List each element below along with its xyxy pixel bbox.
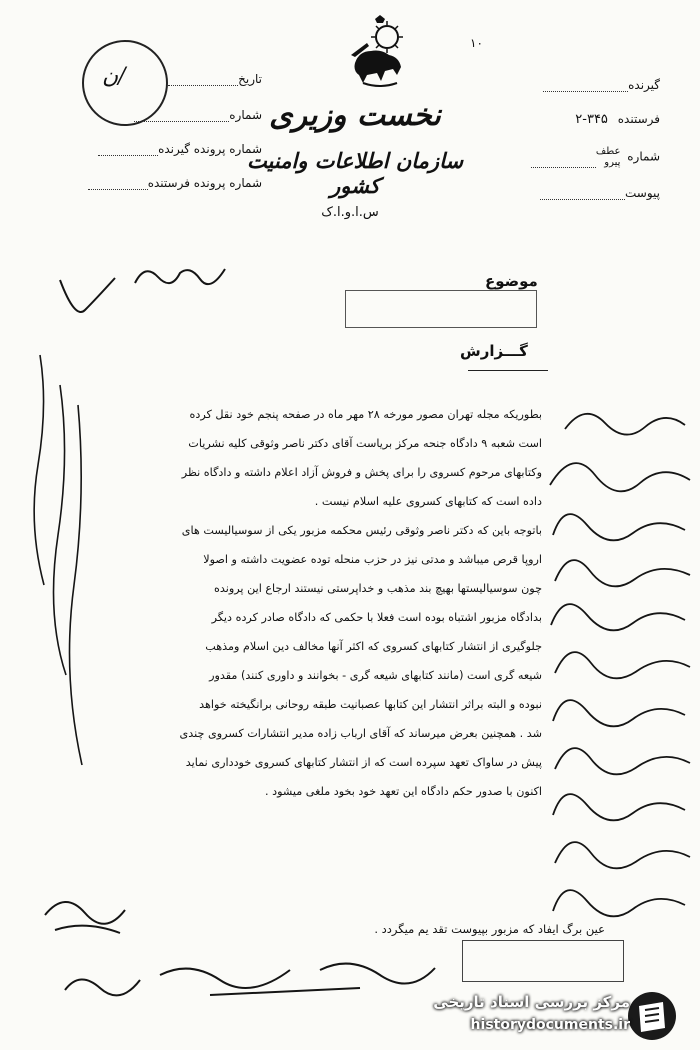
sender-value: ۳۴۵-۲ [575,112,608,127]
attachment-label: پیوست [625,186,660,200]
watermark-url: historydocuments.ir [470,1017,630,1033]
body-line: داده است که کتابهای کسروی علیه اسلام نیست . [314,495,542,508]
attachment-field [536,186,660,200]
sender-field [575,112,660,127]
organization-code: س.ا.و.ا.ک [321,205,379,220]
body-line: نبوده و البته براثر انتشار این کتابها عصبانیت طبقه روحانی برانگیخته خواهد [199,698,542,711]
handwritten-marginal-note [545,405,695,965]
handwritten-signatures-bottom [60,950,440,1010]
date-label: تاریخ [238,72,262,86]
body-line: چون سوسیالیستها بهیچ بند مذهب و خداپرستی نیستند ارجاع این پرونده [213,582,542,595]
report-body [82,400,542,806]
body-line: شیعه گری است (مانند کتابهای شیعه گری - بخوانند و داوری کنند) مقدور [209,669,542,682]
body-line: بطوریکه مجله تهران مصور مورخه ۲۸ مهر ماه در صفحه پنجم خود نقل کرده [189,408,542,421]
sender-label: فرستنده [617,112,660,126]
number-left-label: شماره [229,108,262,122]
circle-stamp: ن/ [82,40,168,126]
date-field [164,72,262,86]
watermark-title: مرکز بررسی اسناد تاریخی [433,993,630,1011]
body-line: جلوگیری از انتشار کتابهای کسروی که اکثر آنها مخالف دین اسلام ومذهب [205,640,542,653]
receiver-label: گیرنده [628,78,660,92]
footer-stamp-box [462,940,624,982]
receiver-file-number-label: شماره پرونده گیرنده [158,142,262,156]
handwritten-check-mark [55,270,125,330]
number-sub-follow: پیرو [604,157,621,168]
top-mark: ۱۰ [470,36,483,50]
body-line: باتوجه باین که دکتر ناصر وثوقی رئیس محکمه مزبور یکی از سوسیالیست های [181,524,542,537]
archive-logo-icon [625,990,680,1042]
report-underline [468,370,548,371]
number-sub-ref: عطف [595,146,621,157]
lion-and-sun-emblem [345,15,415,90]
handwritten-vertical-notes [30,345,90,845]
handwritten-signature-left [35,885,135,945]
ministry-title: نخست وزیری [269,98,441,133]
body-line: وکتابهای مرحوم کسروی را برای پخش و فروش آزاد اعلام داشته و دادگاه نظر [181,466,542,479]
number-field [527,146,660,168]
receiver-file-number-field [94,142,262,156]
sender-file-number-field [84,176,262,190]
handwritten-scribble-top [130,255,230,295]
footer-line: عین برگ ایفاد که مزبور بپیوست تقد یم میگردد . [374,922,605,936]
sender-file-number-label: شماره پرونده فرستنده [147,176,262,190]
receiver-field [539,78,660,92]
body-line: شد . همچنین بعرض میرساند که آقای ارباب زاده مدیر انتشارات کسروی چندی [179,727,542,740]
subject-label: موضوع [485,272,538,290]
body-line: اکنون با صدور حکم دادگاه این تعهد خود بخود ملغی میشود . [265,785,542,798]
organization-title: سازمان اطلاعات وامنیت کشور [246,148,464,198]
body-line: است شعبه ۹ دادگاه جنحه مرکز بریاست آقای دکتر ناصر وثوقی کلیه نشریات [188,437,542,450]
number-label: شماره [627,149,660,164]
body-line: اروپا قرص میباشد و مدتی نیز در حزب منحله توده عضویت داشته و اصولا [203,553,542,566]
body-line: پیش در ساواک تعهد سپرده است که از انتشار کتابهای کسروی خودداری نماید [185,756,542,769]
body-line: بدادگاه مزبور اشتباه بوده است فعلا با حکمی که دادگاه صادر کرده دیگر [211,611,542,624]
report-label: گـــزارش [460,342,528,360]
subject-box [345,290,537,328]
